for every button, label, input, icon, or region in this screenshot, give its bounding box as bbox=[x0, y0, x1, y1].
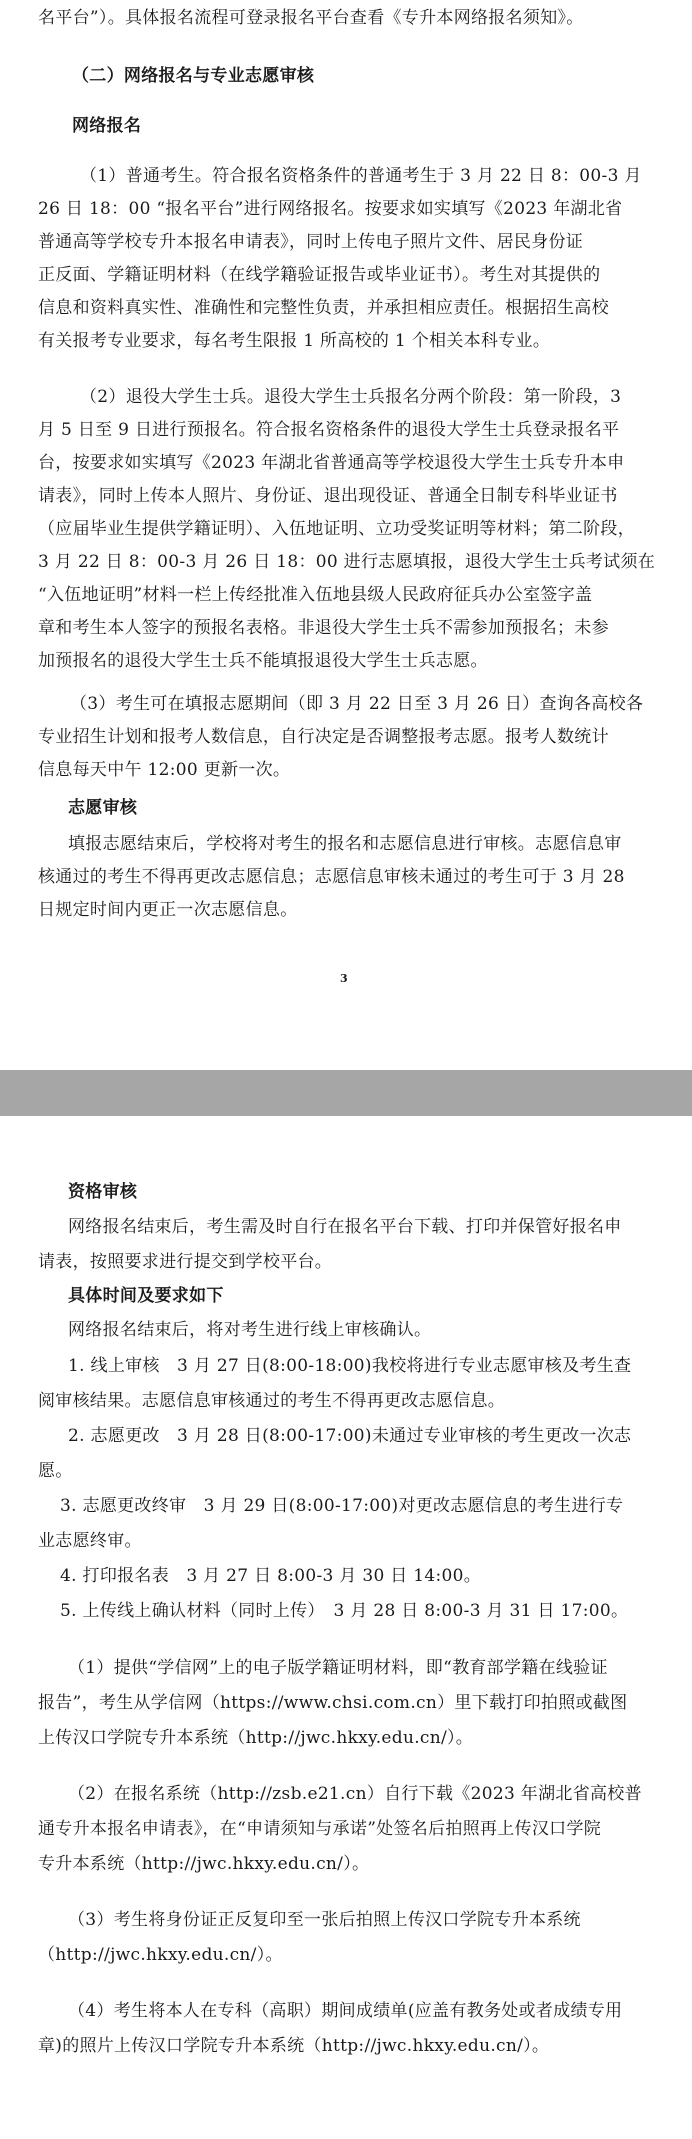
page1-text-line: 信息和资料真实性、准确性和完整性负责，并承担相应责任。根据招生高校 bbox=[38, 298, 609, 318]
page2-text-line: 4. 打印报名表 3 月 27 日 8:00-3 月 30 日 14:00。 bbox=[60, 1566, 482, 1586]
page1-text-line: 章和考生本人签字的预报名表格。非退役大学生士兵不需参加预报名；未参 bbox=[38, 618, 609, 638]
page2-text-line: 通专升本报名申请表》，在“申请须知与承诺”处签名后拍照再上传汉口学院 bbox=[38, 1819, 602, 1839]
page2-text-line: （1）提供“学信网”上的电子版学籍证明材料，即“教育部学籍在线验证 bbox=[68, 1658, 608, 1678]
page1-text-line: 日规定时间内更正一次志愿信息。 bbox=[38, 900, 298, 920]
page2-text-line: 章)的照片上传汉口学院专升本系统（http://jwc.hkxy.edu.cn/）。 bbox=[38, 2036, 550, 2056]
page1-heading: （二）网络报名与专业志愿审核 bbox=[72, 66, 315, 86]
page1-text-line: （应届毕业生提供学籍证明）、入伍地证明、立功受奖证明等材料；第二阶段， bbox=[38, 519, 635, 539]
page2-text-line: 愿。 bbox=[38, 1461, 73, 1481]
page1-text-line: 正反面、学籍证明材料（在线学籍验证报告或毕业证书）。考生对其提供的 bbox=[38, 265, 601, 285]
page2-text-line: 阅审核结果。志愿信息审核通过的考生不得再更改志愿信息。 bbox=[38, 1391, 506, 1411]
page2-text-line: （4）考生将本人在专科（高职）期间成绩单(应盖有教务处或者成绩专用 bbox=[68, 2001, 623, 2021]
page2-text-line: 1. 线上审核 3 月 27 日(8:00-18:00)我校将进行专业志愿审核及考生查 bbox=[68, 1356, 632, 1376]
page2-text-line: 5. 上传线上确认材料（同时上传） 3 月 28 日 8:00-3 月 31 日 17:00。 bbox=[60, 1601, 629, 1621]
page1-text-line: （1）普通考生。符合报名资格条件的普通考生于 3 月 22 日 8：00-3 月 bbox=[80, 166, 642, 186]
page2-text-line: 业志愿终审。 bbox=[38, 1531, 142, 1551]
page2-heading: 资格审核 bbox=[68, 1182, 138, 1202]
page2-text-line: 2. 志愿更改 3 月 28 日(8:00-17:00)未通过专业审核的考生更改一次志 bbox=[68, 1426, 632, 1446]
page1-text-line: 月 5 日至 9 日进行预报名。符合报名资格条件的退役大学生士兵登录报名平 bbox=[38, 420, 620, 440]
page1-text-line: “入伍地证明”材料一栏上传经批准入伍地县级人民政府征兵办公室签字盖 bbox=[38, 585, 593, 605]
page2-text-line: 网络报名结束后，考生需及时自行在报名平台下载、打印并保管好报名申 bbox=[68, 1217, 622, 1237]
page1-text-line: 请表》，同时上传本人照片、身份证、退出现役证、普通全日制专科毕业证书 bbox=[38, 486, 618, 506]
page2-text-line: 请表，按照要求进行提交到学校平台。 bbox=[38, 1252, 333, 1272]
page1-text-line: 名平台”）。具体报名流程可登录报名平台查看《专升本网络报名须知》。 bbox=[38, 8, 584, 28]
page1-text-line: 专业招生计划和报考人数信息，自行决定是否调整报考志愿。报考人数统计 bbox=[38, 727, 609, 747]
page-separator bbox=[0, 1070, 692, 1116]
page1-text-line: （3）考生可在填报志愿期间（即 3 月 22 日至 3 月 26 日）查询各高校各 bbox=[70, 694, 644, 714]
page1-text-line: （2）退役大学生士兵。退役大学生士兵报名分两个阶段：第一阶段，3 bbox=[80, 387, 622, 407]
page1-text-line: 3 月 22 日 8：00-3 月 26 日 18：00 进行志愿填报，退役大学生士兵考试须在 bbox=[38, 552, 656, 572]
page2-text-line: 报告”，考生从学信网（https://www.chsi.com.cn）里下载打印拍照或截图 bbox=[38, 1693, 628, 1713]
page1-text-line: 加预报名的退役大学生士兵不能填报退役大学生士兵志愿。 bbox=[38, 651, 488, 671]
page1-heading: 网络报名 bbox=[72, 116, 142, 136]
page1-text-line: 信息每天中午 12:00 更新一次。 bbox=[38, 760, 291, 780]
page2-text-line: 上传汉口学院专升本系统（http://jwc.hkxy.edu.cn/）。 bbox=[38, 1728, 474, 1748]
page1-text-line: 台，按要求如实填写《2023 年湖北省普通高等学校退役大学生士兵专升本申 bbox=[38, 453, 625, 473]
page1-text-line: 核通过的考生不得再更改志愿信息；志愿信息审核未通过的考生可于 3 月 28 bbox=[38, 867, 625, 887]
page1-text-line: 26 日 18：00 “报名平台”进行网络报名。按要求如实填写《2023 年湖北省 bbox=[38, 199, 623, 219]
page1-text-line: 有关报考专业要求，每名考生限报 1 所高校的 1 个相关本科专业。 bbox=[38, 331, 551, 351]
page2-text-line: （http://jwc.hkxy.edu.cn/）。 bbox=[38, 1945, 283, 1965]
page2-text-line: 专升本系统（http://jwc.hkxy.edu.cn/）。 bbox=[38, 1854, 370, 1874]
page2-heading: 具体时间及要求如下 bbox=[68, 1286, 224, 1306]
page-number: 3 bbox=[340, 972, 348, 985]
page2-text-line: 网络报名结束后，将对考生进行线上审核确认。 bbox=[68, 1320, 432, 1340]
page2-text-line: 3. 志愿更改终审 3 月 29 日(8:00-17:00)对更改志愿信息的考生进行专 bbox=[60, 1496, 624, 1516]
page2-text-line: （2）在报名系统（http://zsb.e21.cn）自行下载《2023 年湖北省高校普 bbox=[68, 1784, 642, 1804]
page1-heading: 志愿审核 bbox=[68, 798, 138, 818]
page2-text-line: （3）考生将身份证正反复印至一张后拍照上传汉口学院专升本系统 bbox=[68, 1910, 581, 1930]
page1-text-line: 普通高等学校专升本报名申请表》，同时上传电子照片文件、居民身份证 bbox=[38, 232, 584, 252]
page1-text-line: 填报志愿结束后，学校将对考生的报名和志愿信息进行审核。志愿信息审 bbox=[68, 834, 622, 854]
